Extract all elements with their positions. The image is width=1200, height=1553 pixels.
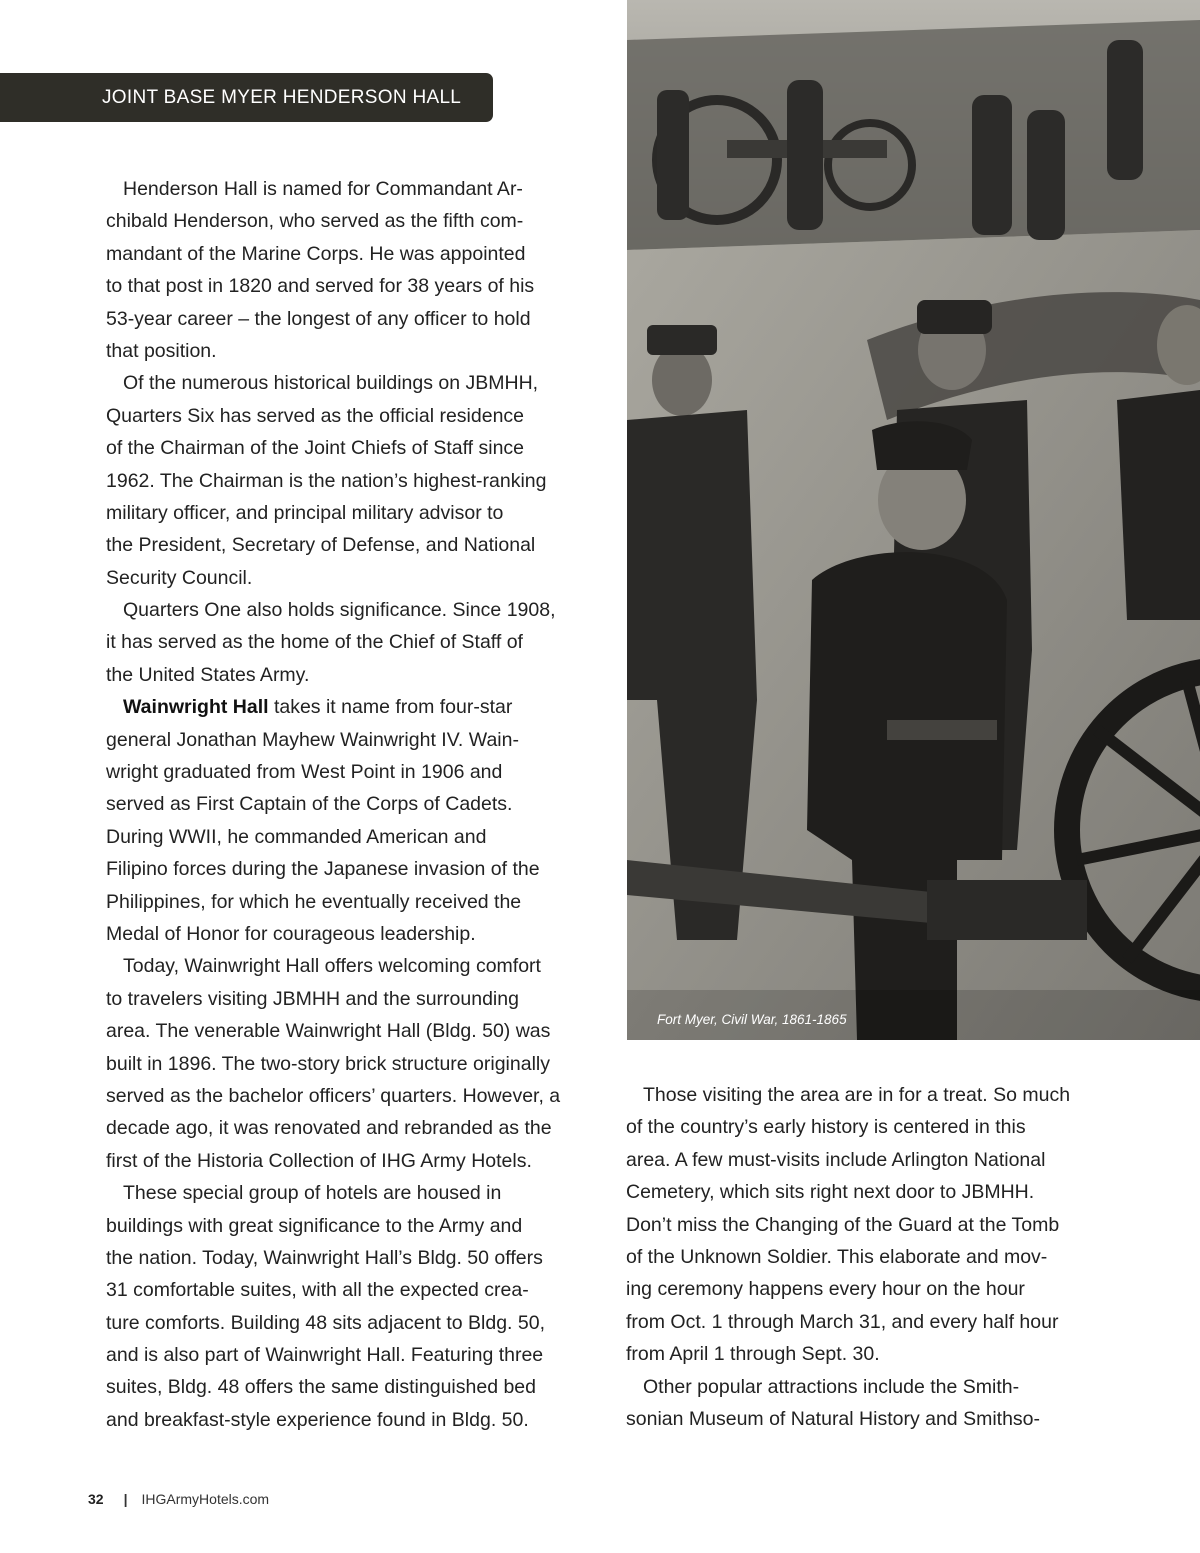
- civil-war-photo: [627, 0, 1200, 1040]
- line-text: Medal of Honor for courageous leadership.: [106, 922, 476, 945]
- line-text: from April 1 through Sept. 30.: [626, 1343, 880, 1366]
- text-line: [106, 1274, 584, 1306]
- line-text: area. A few must-visits include Arlington National: [626, 1148, 1046, 1171]
- text-line: [106, 335, 584, 367]
- text-line: [106, 1048, 584, 1080]
- line-text: Filipino forces during the Japanese invasion of the: [106, 858, 540, 881]
- line-text: to that post in 1820 and served for 38 years of his: [106, 275, 535, 298]
- line-text: first of the Historia Collection of IHG Army Hotels.: [106, 1149, 532, 1172]
- text-line: [626, 1371, 1104, 1403]
- line-text: Quarters One also holds significance. Since 1908,: [123, 599, 556, 622]
- line-text: Henderson Hall is named for Commandant Ar-: [123, 178, 523, 200]
- text-line: [106, 1080, 584, 1112]
- line-text: to travelers visiting JBMHH and the surrounding: [106, 987, 519, 1010]
- text-line: [106, 465, 584, 497]
- text-line: [106, 1307, 584, 1339]
- line-text: of the country’s early history is centered in this: [626, 1116, 1026, 1139]
- text-line: [106, 659, 584, 691]
- line-text: area. The venerable Wainwright Hall (Bldg. 50) was: [106, 1020, 551, 1043]
- line-text: sonian Museum of Natural History and Smithso-: [626, 1407, 1041, 1430]
- text-line: [106, 367, 584, 399]
- bold-term: Wainwright Hall: [123, 696, 269, 719]
- text-line: [106, 1210, 584, 1242]
- text-line: [106, 821, 584, 853]
- text-line: [106, 205, 584, 237]
- text-line: [106, 1145, 584, 1177]
- text-line: [106, 1112, 584, 1144]
- line-text: ing ceremony happens every hour on the hour: [626, 1278, 1025, 1301]
- line-text: served as the bachelor officers’ quarters. However, a: [106, 1084, 561, 1107]
- line-text: Don’t miss the Changing of the Guard at the Tomb: [626, 1213, 1060, 1236]
- text-line: [106, 918, 584, 950]
- line-text: ture comforts. Building 48 sits adjacent to Bldg. 50,: [106, 1311, 545, 1334]
- line-text: 31 comfortable suites, with all the expected crea-: [106, 1279, 529, 1302]
- text-line: [626, 1176, 1104, 1208]
- line-text: buildings with great significance to the Army and: [106, 1214, 523, 1237]
- line-text: During WWII, he commanded American and: [106, 825, 487, 848]
- text-line: [626, 1306, 1104, 1338]
- text-line: [106, 1242, 584, 1274]
- text-line: [106, 303, 584, 335]
- page-number: 32: [88, 1491, 104, 1507]
- text-line: [626, 1241, 1104, 1273]
- text-line: [106, 562, 584, 594]
- right-text-column: [626, 1079, 1104, 1435]
- text-line: [106, 724, 584, 756]
- text-line: [106, 983, 584, 1015]
- text-line: [106, 497, 584, 529]
- text-line: [106, 1339, 584, 1371]
- footer-separator: |: [123, 1491, 128, 1507]
- text-line: [106, 788, 584, 820]
- text-line: [106, 173, 584, 205]
- text-line: [626, 1111, 1104, 1143]
- line-text: and breakfast-style experience found in Bldg. 50.: [106, 1408, 529, 1431]
- text-line: [106, 691, 584, 723]
- text-line: [106, 594, 584, 626]
- line-text: 53-year career – the longest of any officer to hold: [106, 307, 531, 330]
- line-text: general Jonathan Mayhew Wainwright IV. Wain-: [106, 728, 519, 751]
- line-text: that position.: [106, 339, 217, 362]
- section-title: JOINT BASE MYER HENDERSON HALL: [102, 87, 462, 108]
- line-text: the United States Army.: [106, 663, 310, 686]
- text-line: [106, 238, 584, 270]
- text-line: [626, 1079, 1104, 1111]
- line-text: Of the numerous historical buildings on JBMHH,: [123, 372, 539, 395]
- line-text: takes it name from four-star: [268, 696, 513, 719]
- line-text: chibald Henderson, who served as the fifth com-: [106, 210, 524, 233]
- text-line: [626, 1144, 1104, 1176]
- text-line: [626, 1403, 1104, 1435]
- line-text: Quarters Six has served as the official residence: [106, 404, 525, 427]
- line-text: decade ago, it was renovated and rebranded as the: [106, 1117, 552, 1140]
- photo-caption: Fort Myer, Civil War, 1861-1865: [657, 1012, 847, 1027]
- line-text: it has served as the home of the Chief of Staff of: [106, 631, 523, 654]
- line-text: from Oct. 1 through March 31, and every half hour: [626, 1310, 1059, 1333]
- page-footer: [88, 1491, 269, 1507]
- line-text: Today, Wainwright Hall offers welcoming comfort: [123, 955, 541, 978]
- line-text: built in 1896. The two-story brick structure originally: [106, 1052, 550, 1075]
- line-text: Other popular attractions include the Smith-: [643, 1375, 1020, 1398]
- line-text: and is also part of Wainwright Hall. Featuring three: [106, 1344, 544, 1367]
- line-text: of the Unknown Soldier. This elaborate and mov-: [626, 1245, 1048, 1268]
- text-line: [106, 1177, 584, 1209]
- text-line: [106, 1371, 584, 1403]
- text-line: [106, 1404, 584, 1436]
- text-line: [626, 1209, 1104, 1241]
- line-text: wright graduated from West Point in 1906 and: [106, 761, 503, 784]
- line-text: served as First Captain of the Corps of Cadets.: [106, 793, 513, 816]
- text-line: [106, 756, 584, 788]
- line-text: Cemetery, which sits right next door to JBMHH.: [626, 1181, 1035, 1204]
- footer-website: IHGArmyHotels.com: [141, 1491, 270, 1507]
- line-text: the President, Secretary of Defense, and National: [106, 534, 536, 557]
- line-text: Those visiting the area are in for a treat. So much: [643, 1084, 1071, 1106]
- text-line: [106, 950, 584, 982]
- left-text-column: [106, 173, 584, 1436]
- text-line: [106, 853, 584, 885]
- line-text: Philippines, for which he eventually received the: [106, 890, 522, 913]
- section-header-tab: [0, 73, 493, 122]
- line-text: Security Council.: [106, 566, 253, 589]
- text-line: [106, 886, 584, 918]
- text-line: [106, 270, 584, 302]
- line-text: mandant of the Marine Corps. He was appointed: [106, 242, 526, 265]
- text-line: [626, 1338, 1104, 1370]
- line-text: military officer, and principal military advisor to: [106, 501, 504, 524]
- text-line: [626, 1273, 1104, 1305]
- text-line: [106, 529, 584, 561]
- line-text: the nation. Today, Wainwright Hall’s Bldg. 50 offers: [106, 1246, 543, 1269]
- text-line: [106, 1015, 584, 1047]
- line-text: These special group of hotels are housed in: [123, 1182, 502, 1205]
- text-line: [106, 400, 584, 432]
- text-line: [106, 626, 584, 658]
- text-line: [106, 432, 584, 464]
- line-text: of the Chairman of the Joint Chiefs of Staff since: [106, 437, 525, 460]
- line-text: 1962. The Chairman is the nation’s highest-ranking: [106, 469, 547, 492]
- line-text: suites, Bldg. 48 offers the same distinguished bed: [106, 1376, 536, 1399]
